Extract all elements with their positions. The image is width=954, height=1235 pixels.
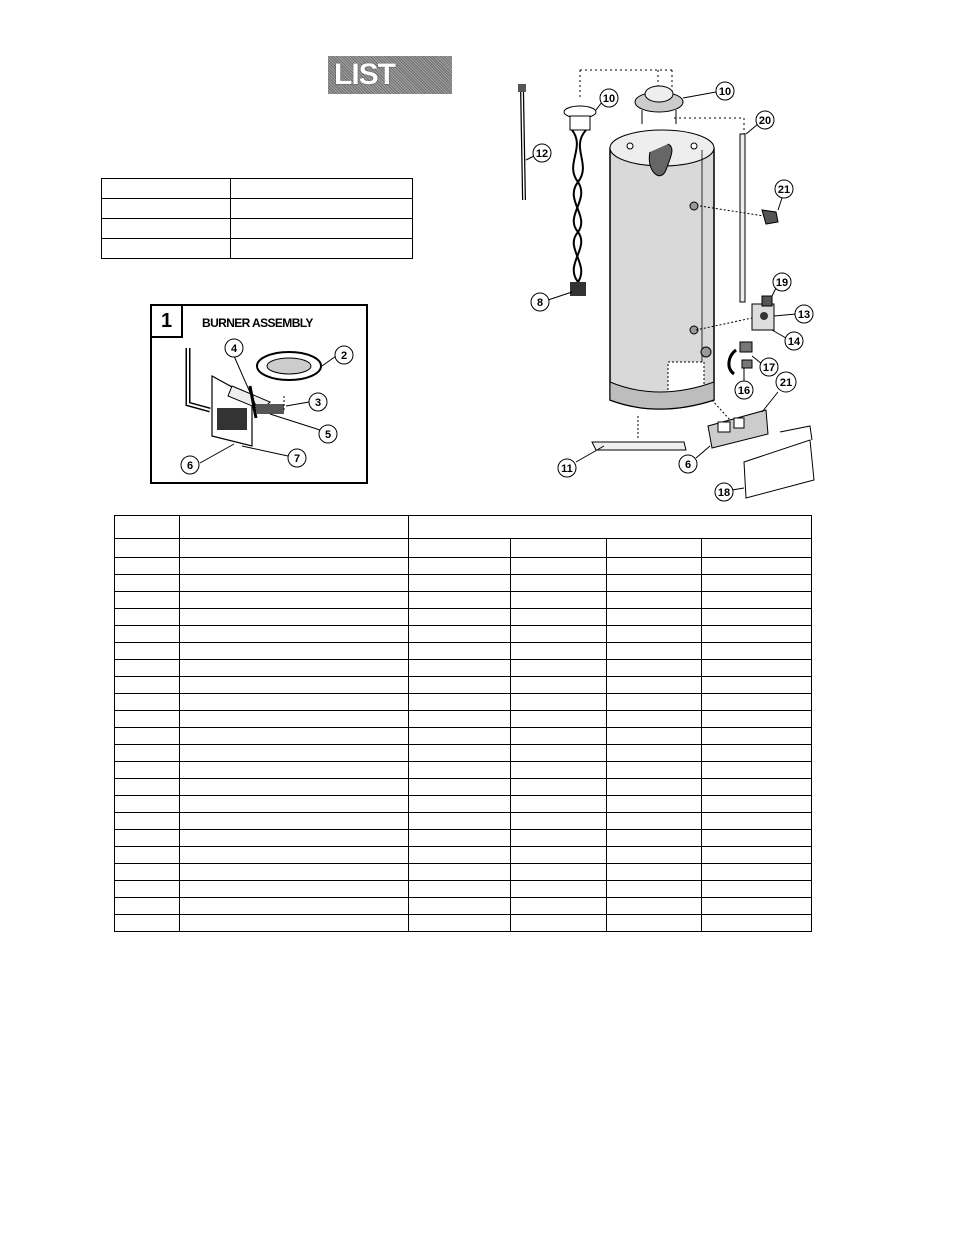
table-cell bbox=[180, 796, 409, 813]
table-row bbox=[115, 881, 812, 898]
table-cell bbox=[607, 796, 702, 813]
callout-label: 12 bbox=[535, 148, 549, 160]
table-row bbox=[115, 677, 812, 694]
table-cell bbox=[409, 711, 511, 728]
table-row bbox=[115, 898, 812, 915]
table-cell bbox=[102, 199, 231, 219]
table-cell bbox=[702, 575, 812, 592]
table-cell bbox=[180, 762, 409, 779]
table-cell bbox=[702, 830, 812, 847]
table-row bbox=[115, 813, 812, 830]
table-cell bbox=[702, 796, 812, 813]
table-cell bbox=[409, 609, 511, 626]
callout-label: 17 bbox=[762, 362, 776, 374]
table-cell bbox=[511, 762, 607, 779]
table-cell bbox=[180, 660, 409, 677]
callout-label: 13 bbox=[797, 309, 811, 321]
table-cell bbox=[180, 898, 409, 915]
table-cell bbox=[702, 898, 812, 915]
table-cell bbox=[511, 796, 607, 813]
table-row bbox=[102, 219, 413, 239]
table-row bbox=[115, 779, 812, 796]
table-cell bbox=[180, 575, 409, 592]
table-row bbox=[115, 745, 812, 762]
callout-label: 5 bbox=[324, 429, 332, 441]
table-cell bbox=[115, 745, 180, 762]
table-cell bbox=[511, 592, 607, 609]
table-row bbox=[115, 609, 812, 626]
table-cell bbox=[409, 830, 511, 847]
table-cell bbox=[409, 558, 511, 575]
table-cell bbox=[702, 609, 812, 626]
table-cell bbox=[409, 881, 511, 898]
table-cell bbox=[702, 694, 812, 711]
manifold-tube bbox=[188, 348, 210, 410]
table-cell bbox=[180, 728, 409, 745]
table-cell bbox=[607, 881, 702, 898]
table-cell bbox=[511, 609, 607, 626]
callout-label: 8 bbox=[536, 297, 544, 309]
table-cell bbox=[180, 915, 409, 932]
table-cell bbox=[115, 558, 180, 575]
table-cell bbox=[511, 711, 607, 728]
table-cell bbox=[511, 694, 607, 711]
table-cell bbox=[180, 558, 409, 575]
callout-label: 6 bbox=[684, 459, 692, 471]
table-cell bbox=[115, 728, 180, 745]
table-cell bbox=[180, 779, 409, 796]
table-cell bbox=[115, 830, 180, 847]
table-cell bbox=[511, 677, 607, 694]
table-subheader-row bbox=[115, 539, 812, 558]
table-cell bbox=[607, 592, 702, 609]
callout-label: 14 bbox=[787, 336, 801, 348]
table-cell bbox=[180, 592, 409, 609]
table-cell bbox=[409, 898, 511, 915]
table-row bbox=[115, 711, 812, 728]
table-cell bbox=[231, 179, 413, 199]
table-cell bbox=[409, 643, 511, 660]
table-cell bbox=[115, 694, 180, 711]
table-cell bbox=[180, 609, 409, 626]
table-cell bbox=[102, 219, 231, 239]
table-cell bbox=[511, 915, 607, 932]
header-cell-item bbox=[115, 516, 180, 539]
table-cell bbox=[702, 813, 812, 830]
table-cell bbox=[607, 677, 702, 694]
table-cell bbox=[607, 847, 702, 864]
table-cell bbox=[115, 660, 180, 677]
table-cell bbox=[702, 847, 812, 864]
table-cell bbox=[607, 575, 702, 592]
table-row bbox=[115, 864, 812, 881]
dip-tube bbox=[740, 134, 745, 302]
table-cell bbox=[607, 898, 702, 915]
table-cell bbox=[115, 711, 180, 728]
burner-support bbox=[592, 442, 686, 450]
table-row bbox=[115, 915, 812, 932]
table-cell bbox=[607, 745, 702, 762]
callout-label: 20 bbox=[758, 115, 772, 127]
table-cell bbox=[231, 219, 413, 239]
page-title: LIST bbox=[328, 56, 452, 94]
table-cell bbox=[511, 660, 607, 677]
table-cell bbox=[702, 728, 812, 745]
table-cell bbox=[607, 609, 702, 626]
table-cell bbox=[180, 626, 409, 643]
header-cell-part-numbers bbox=[409, 516, 812, 539]
callout-label: 6 bbox=[186, 460, 194, 472]
table-cell bbox=[115, 915, 180, 932]
table-cell bbox=[702, 779, 812, 796]
table-cell bbox=[511, 626, 607, 643]
table-cell bbox=[702, 660, 812, 677]
table-cell bbox=[607, 779, 702, 796]
burner-assembly-inset bbox=[150, 304, 368, 484]
table-cell bbox=[702, 558, 812, 575]
table-cell bbox=[115, 609, 180, 626]
table-cell bbox=[115, 592, 180, 609]
table-cell bbox=[607, 728, 702, 745]
table-cell bbox=[409, 592, 511, 609]
table-cell bbox=[115, 864, 180, 881]
table-cell bbox=[702, 626, 812, 643]
table-cell bbox=[115, 796, 180, 813]
table-cell bbox=[607, 694, 702, 711]
table-cell bbox=[607, 660, 702, 677]
table-cell bbox=[409, 745, 511, 762]
table-cell bbox=[115, 847, 180, 864]
table-cell bbox=[511, 779, 607, 796]
header-cell-description bbox=[180, 516, 409, 539]
callout-label: 21 bbox=[777, 184, 791, 196]
table-cell bbox=[607, 558, 702, 575]
table-cell bbox=[180, 881, 409, 898]
callout-label: 10 bbox=[602, 93, 616, 105]
table-cell bbox=[180, 677, 409, 694]
table-cell bbox=[409, 762, 511, 779]
table-cell bbox=[409, 813, 511, 830]
water-heater-exploded-view bbox=[500, 60, 820, 510]
table-row bbox=[115, 558, 812, 575]
table-cell bbox=[180, 830, 409, 847]
table-cell bbox=[607, 915, 702, 932]
table-cell bbox=[409, 694, 511, 711]
table-cell bbox=[115, 813, 180, 830]
callout-label: 10 bbox=[718, 86, 732, 98]
table-row bbox=[102, 199, 413, 219]
table-header-row bbox=[115, 516, 812, 539]
table-cell bbox=[607, 711, 702, 728]
table-cell bbox=[180, 745, 409, 762]
table-cell bbox=[102, 179, 231, 199]
table-row bbox=[115, 830, 812, 847]
model-info-table bbox=[101, 178, 413, 259]
table-row bbox=[115, 626, 812, 643]
table-cell bbox=[409, 779, 511, 796]
table-row bbox=[115, 762, 812, 779]
callout-label: 4 bbox=[230, 343, 238, 355]
table-cell bbox=[409, 915, 511, 932]
gas-fitting bbox=[729, 350, 736, 374]
table-cell bbox=[511, 813, 607, 830]
table-cell bbox=[607, 830, 702, 847]
callout-label: 2 bbox=[340, 350, 348, 362]
table-cell bbox=[115, 762, 180, 779]
table-cell bbox=[115, 898, 180, 915]
table-row bbox=[115, 660, 812, 677]
table-row bbox=[115, 643, 812, 660]
table-cell bbox=[409, 626, 511, 643]
inset-title: BURNER ASSEMBLY bbox=[202, 316, 313, 330]
table-cell bbox=[607, 626, 702, 643]
jacket-panel bbox=[744, 440, 814, 498]
table-row bbox=[115, 592, 812, 609]
callout-label: 7 bbox=[293, 453, 301, 465]
table-cell bbox=[115, 677, 180, 694]
table-cell bbox=[511, 898, 607, 915]
table-cell bbox=[409, 575, 511, 592]
table-row bbox=[115, 796, 812, 813]
table-cell bbox=[511, 558, 607, 575]
table-cell bbox=[115, 626, 180, 643]
callout-label: 16 bbox=[737, 385, 751, 397]
table-cell bbox=[511, 728, 607, 745]
table-cell bbox=[702, 881, 812, 898]
table-row bbox=[115, 847, 812, 864]
table-cell bbox=[409, 728, 511, 745]
table-cell bbox=[511, 847, 607, 864]
table-cell bbox=[115, 575, 180, 592]
table-cell bbox=[115, 779, 180, 796]
table-cell bbox=[115, 881, 180, 898]
table-row bbox=[115, 694, 812, 711]
parts-table-body bbox=[115, 558, 812, 932]
table-cell bbox=[180, 864, 409, 881]
table-cell bbox=[231, 199, 413, 219]
table-cell bbox=[115, 643, 180, 660]
inset-number: 1 bbox=[152, 306, 183, 338]
table-cell bbox=[511, 881, 607, 898]
callout-label: 3 bbox=[314, 397, 322, 409]
table-cell bbox=[511, 864, 607, 881]
table-cell bbox=[409, 677, 511, 694]
table-cell bbox=[511, 575, 607, 592]
table-cell bbox=[511, 830, 607, 847]
parts-list-table bbox=[114, 515, 812, 932]
table-row bbox=[102, 179, 413, 199]
table-cell bbox=[180, 847, 409, 864]
callout-label: 21 bbox=[779, 377, 793, 389]
table-cell bbox=[702, 643, 812, 660]
table-cell bbox=[180, 711, 409, 728]
table-cell bbox=[607, 643, 702, 660]
table-cell bbox=[702, 745, 812, 762]
table-cell bbox=[180, 643, 409, 660]
outer-door bbox=[708, 410, 768, 448]
burner-door bbox=[217, 408, 247, 430]
table-cell bbox=[607, 864, 702, 881]
table-cell bbox=[607, 762, 702, 779]
callout-label: 11 bbox=[561, 463, 573, 475]
table-cell bbox=[702, 711, 812, 728]
table-cell bbox=[702, 592, 812, 609]
table-row bbox=[115, 728, 812, 745]
burner-assembly-drawing bbox=[152, 306, 370, 486]
table-cell bbox=[231, 239, 413, 259]
pilot-assembly bbox=[256, 404, 284, 414]
table-cell bbox=[702, 864, 812, 881]
table-cell bbox=[180, 694, 409, 711]
table-cell bbox=[607, 813, 702, 830]
table-cell bbox=[409, 660, 511, 677]
table-cell bbox=[409, 796, 511, 813]
table-cell bbox=[409, 847, 511, 864]
callout-label: 18 bbox=[717, 487, 731, 499]
table-cell bbox=[180, 813, 409, 830]
callout-label: 19 bbox=[775, 277, 789, 289]
table-cell bbox=[511, 643, 607, 660]
table-cell bbox=[511, 745, 607, 762]
table-cell bbox=[702, 677, 812, 694]
table-cell bbox=[102, 239, 231, 259]
relief-valve bbox=[762, 210, 778, 224]
table-row bbox=[102, 239, 413, 259]
table-row bbox=[115, 575, 812, 592]
table-cell bbox=[702, 915, 812, 932]
table-cell bbox=[702, 762, 812, 779]
table-cell bbox=[409, 864, 511, 881]
